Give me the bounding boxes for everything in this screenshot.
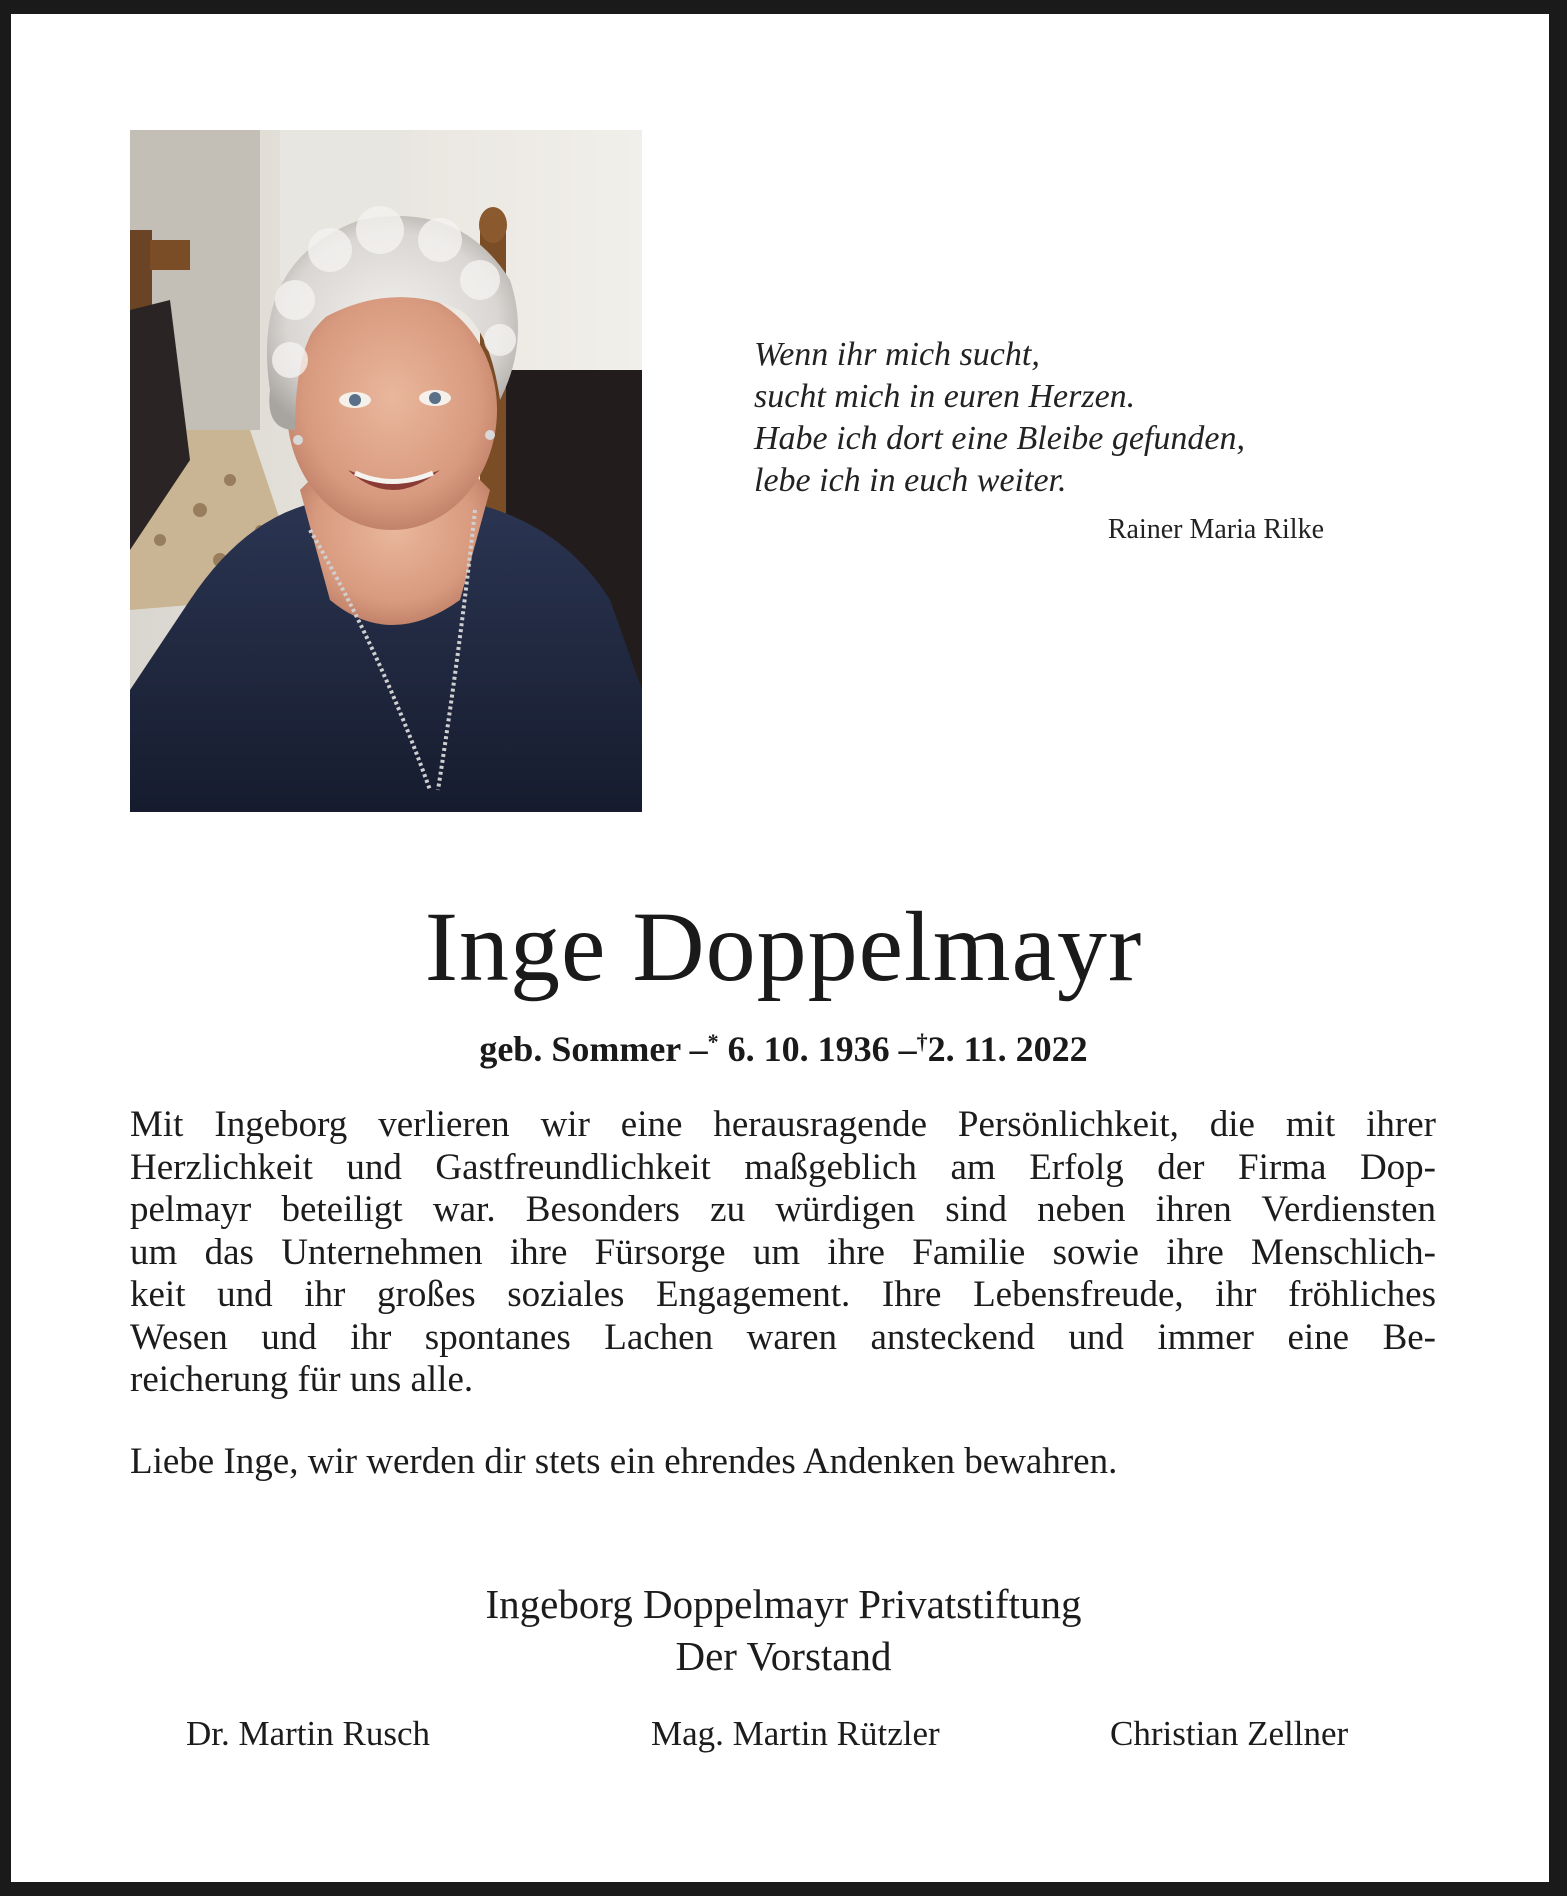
portrait-illustration [130, 130, 642, 812]
quote-line: sucht mich in euren Herzen. [754, 378, 1136, 415]
text-line: reicherung für uns alle. [130, 1359, 474, 1400]
deceased-name: Inge Doppelmayr [424, 891, 1143, 1002]
quote-line: Habe ich dort eine Bleibe gefunden, [754, 420, 1245, 457]
organization-name: Ingeborg Doppelmayr Privatstiftung [485, 1581, 1082, 1627]
birth-date: 6. 10. 1936 [727, 1029, 890, 1069]
text-line: Herzlichkeit und Gastfreundlichkeit maßgeblich am Erfolg der Firma Dop- [130, 1146, 1436, 1188]
text-line: Wesen und ihr spontanes Lachen waren ansteckend und immer eine Be- [130, 1316, 1436, 1358]
text-line: Mit Ingeborg verlieren wir eine herausragende Persönlichkeit, die mit ihrer [130, 1104, 1436, 1145]
rilke-quote [754, 334, 1354, 502]
birth-symbol: * [707, 1029, 719, 1054]
farewell-text: Liebe Inge, wir werden dir stets ein ehrendes Andenken bewahren. [130, 1441, 1118, 1482]
separator: – [898, 1029, 917, 1069]
obituary-text [130, 1104, 1436, 1402]
signature-block [0, 1578, 1567, 1682]
text-line: pelmayr beteiligt war. Besonders zu würdigen sind neben ihren Verdiensten [130, 1189, 1436, 1230]
text-line: keit und ihr großes soziales Engagement. Ihre Lebensfreude, ihr fröhliches [130, 1274, 1436, 1315]
quote-line: lebe ich in euch weiter. [754, 462, 1067, 499]
quote-author: Rainer Maria Rilke [1107, 514, 1324, 545]
board-member: Christian Zellner [1110, 1714, 1349, 1753]
quote-line: Wenn ihr mich sucht, [754, 336, 1040, 373]
portrait-photo [130, 130, 642, 812]
board-member: Mag. Martin Rützler [651, 1714, 940, 1753]
birth-name: geb. Sommer [479, 1029, 681, 1069]
separator: – [689, 1029, 708, 1069]
board-label: Der Vorstand [675, 1633, 892, 1679]
text-line: um das Unternehmen ihre Fürsorge um ihre Familie sowie ihre Menschlich- [130, 1231, 1436, 1273]
death-date: 2. 11. 2022 [927, 1029, 1088, 1069]
death-symbol: † [916, 1029, 928, 1054]
life-dates [0, 1020, 1567, 1071]
board-member: Dr. Martin Rusch [186, 1714, 431, 1753]
